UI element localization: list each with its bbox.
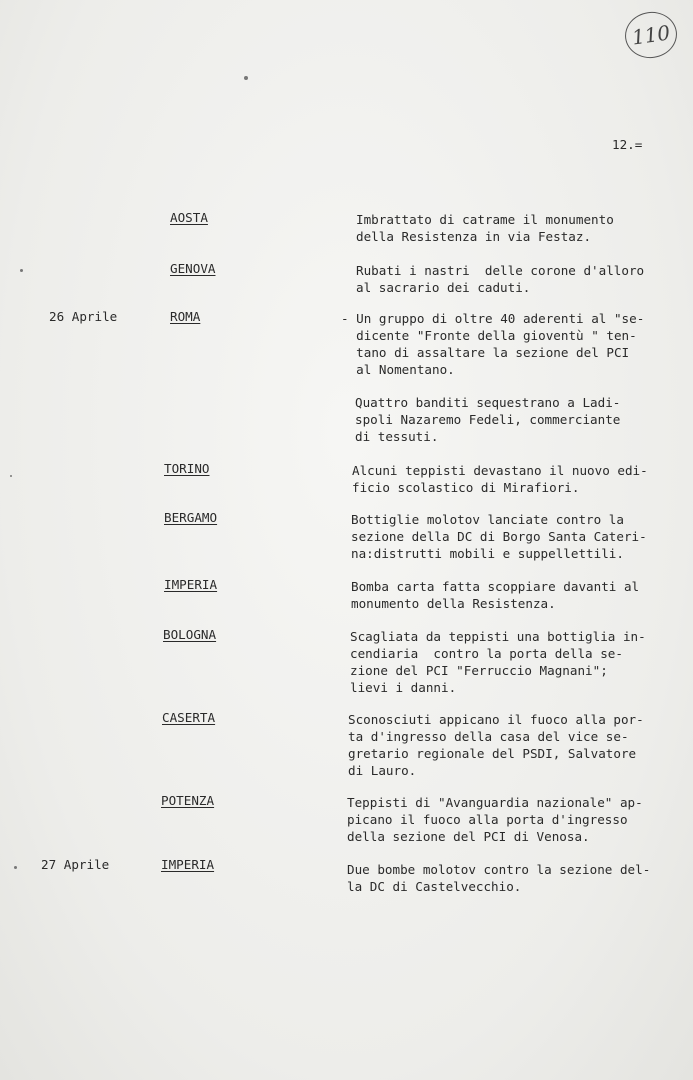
entry-city: AOSTA: [170, 210, 208, 225]
scan-speck: [14, 866, 17, 869]
entry-city: IMPERIA: [164, 577, 218, 592]
entry-city: POTENZA: [161, 793, 215, 808]
entry-line: Sconosciuti appicano il fuoco alla por-: [348, 712, 644, 727]
entry-line: lievi i danni.: [350, 680, 457, 695]
entry-date: 26 Aprile: [49, 309, 118, 324]
entry-line: della sezione del PCI di Venosa.: [347, 829, 590, 844]
entry-line: Due bombe molotov contro la sezione del-: [347, 862, 651, 877]
entry-line: Imbrattato di catrame il monumento: [356, 212, 614, 227]
entry-line: Quattro banditi sequestrano a Ladi-: [355, 395, 621, 410]
entry-line: Scagliata da teppisti una bottiglia in-: [350, 629, 646, 644]
entry-line: na:distrutti mobili e suppellettili.: [351, 546, 624, 561]
entry-city: TORINO: [164, 461, 210, 476]
entry-line: Bottiglie molotov lanciate contro la: [351, 512, 624, 527]
entry-line: sezione della DC di Borgo Santa Cateri-: [351, 529, 647, 544]
entry-city: BOLOGNA: [163, 627, 217, 642]
entry-line: ta d'ingresso della casa del vice se-: [348, 729, 629, 744]
entry-line: gretario regionale del PSDI, Salvatore: [348, 746, 637, 761]
entry-line: ficio scolastico di Mirafiori.: [352, 480, 580, 495]
entry-line: tano di assaltare la sezione del PCI: [341, 345, 630, 360]
entry-date: 27 Aprile: [41, 857, 110, 872]
entry-line: Teppisti di "Avanguardia nazionale" ap-: [347, 795, 643, 810]
entry-line: della Resistenza in via Festaz.: [356, 229, 592, 244]
entry-line: - Un gruppo di oltre 40 aderenti al "se-: [341, 311, 645, 326]
entry-line: di Lauro.: [348, 763, 417, 778]
scan-speck: [10, 475, 12, 477]
entry-line: spoli Nazaremo Fedeli, commerciante: [355, 412, 621, 427]
entry-line: picano il fuoco alla porta d'ingresso: [347, 812, 628, 827]
entry-city: ROMA: [170, 309, 201, 324]
entry-line: zione del PCI "Ferruccio Magnani";: [350, 663, 608, 678]
entry-line: dicente "Fronte della gioventù " ten-: [341, 328, 637, 343]
entry-city: CASERTA: [162, 710, 216, 725]
entry-city: GENOVA: [170, 261, 216, 276]
entry-city: BERGAMO: [164, 510, 218, 525]
entry-line: la DC di Castelvecchio.: [347, 879, 522, 894]
scan-speck: [244, 76, 248, 80]
entry-line: al sacrario dei caduti.: [356, 280, 531, 295]
archive-stamp: 110: [622, 9, 680, 62]
entry-line: monumento della Resistenza.: [351, 596, 556, 611]
entry-line: Bomba carta fatta scoppiare davanti al: [351, 579, 640, 594]
entry-city: IMPERIA: [161, 857, 215, 872]
entry-line: di tessuti.: [355, 429, 439, 444]
page-number: 12.=: [612, 137, 643, 152]
scan-speck: [20, 269, 23, 272]
entry-line: cendiaria contro la porta della se-: [350, 646, 623, 661]
entry-line: al Nomentano.: [341, 362, 455, 377]
entry-line: Alcuni teppisti devastano il nuovo edi-: [352, 463, 648, 478]
entry-line: Rubati i nastri delle corone d'alloro: [356, 263, 645, 278]
